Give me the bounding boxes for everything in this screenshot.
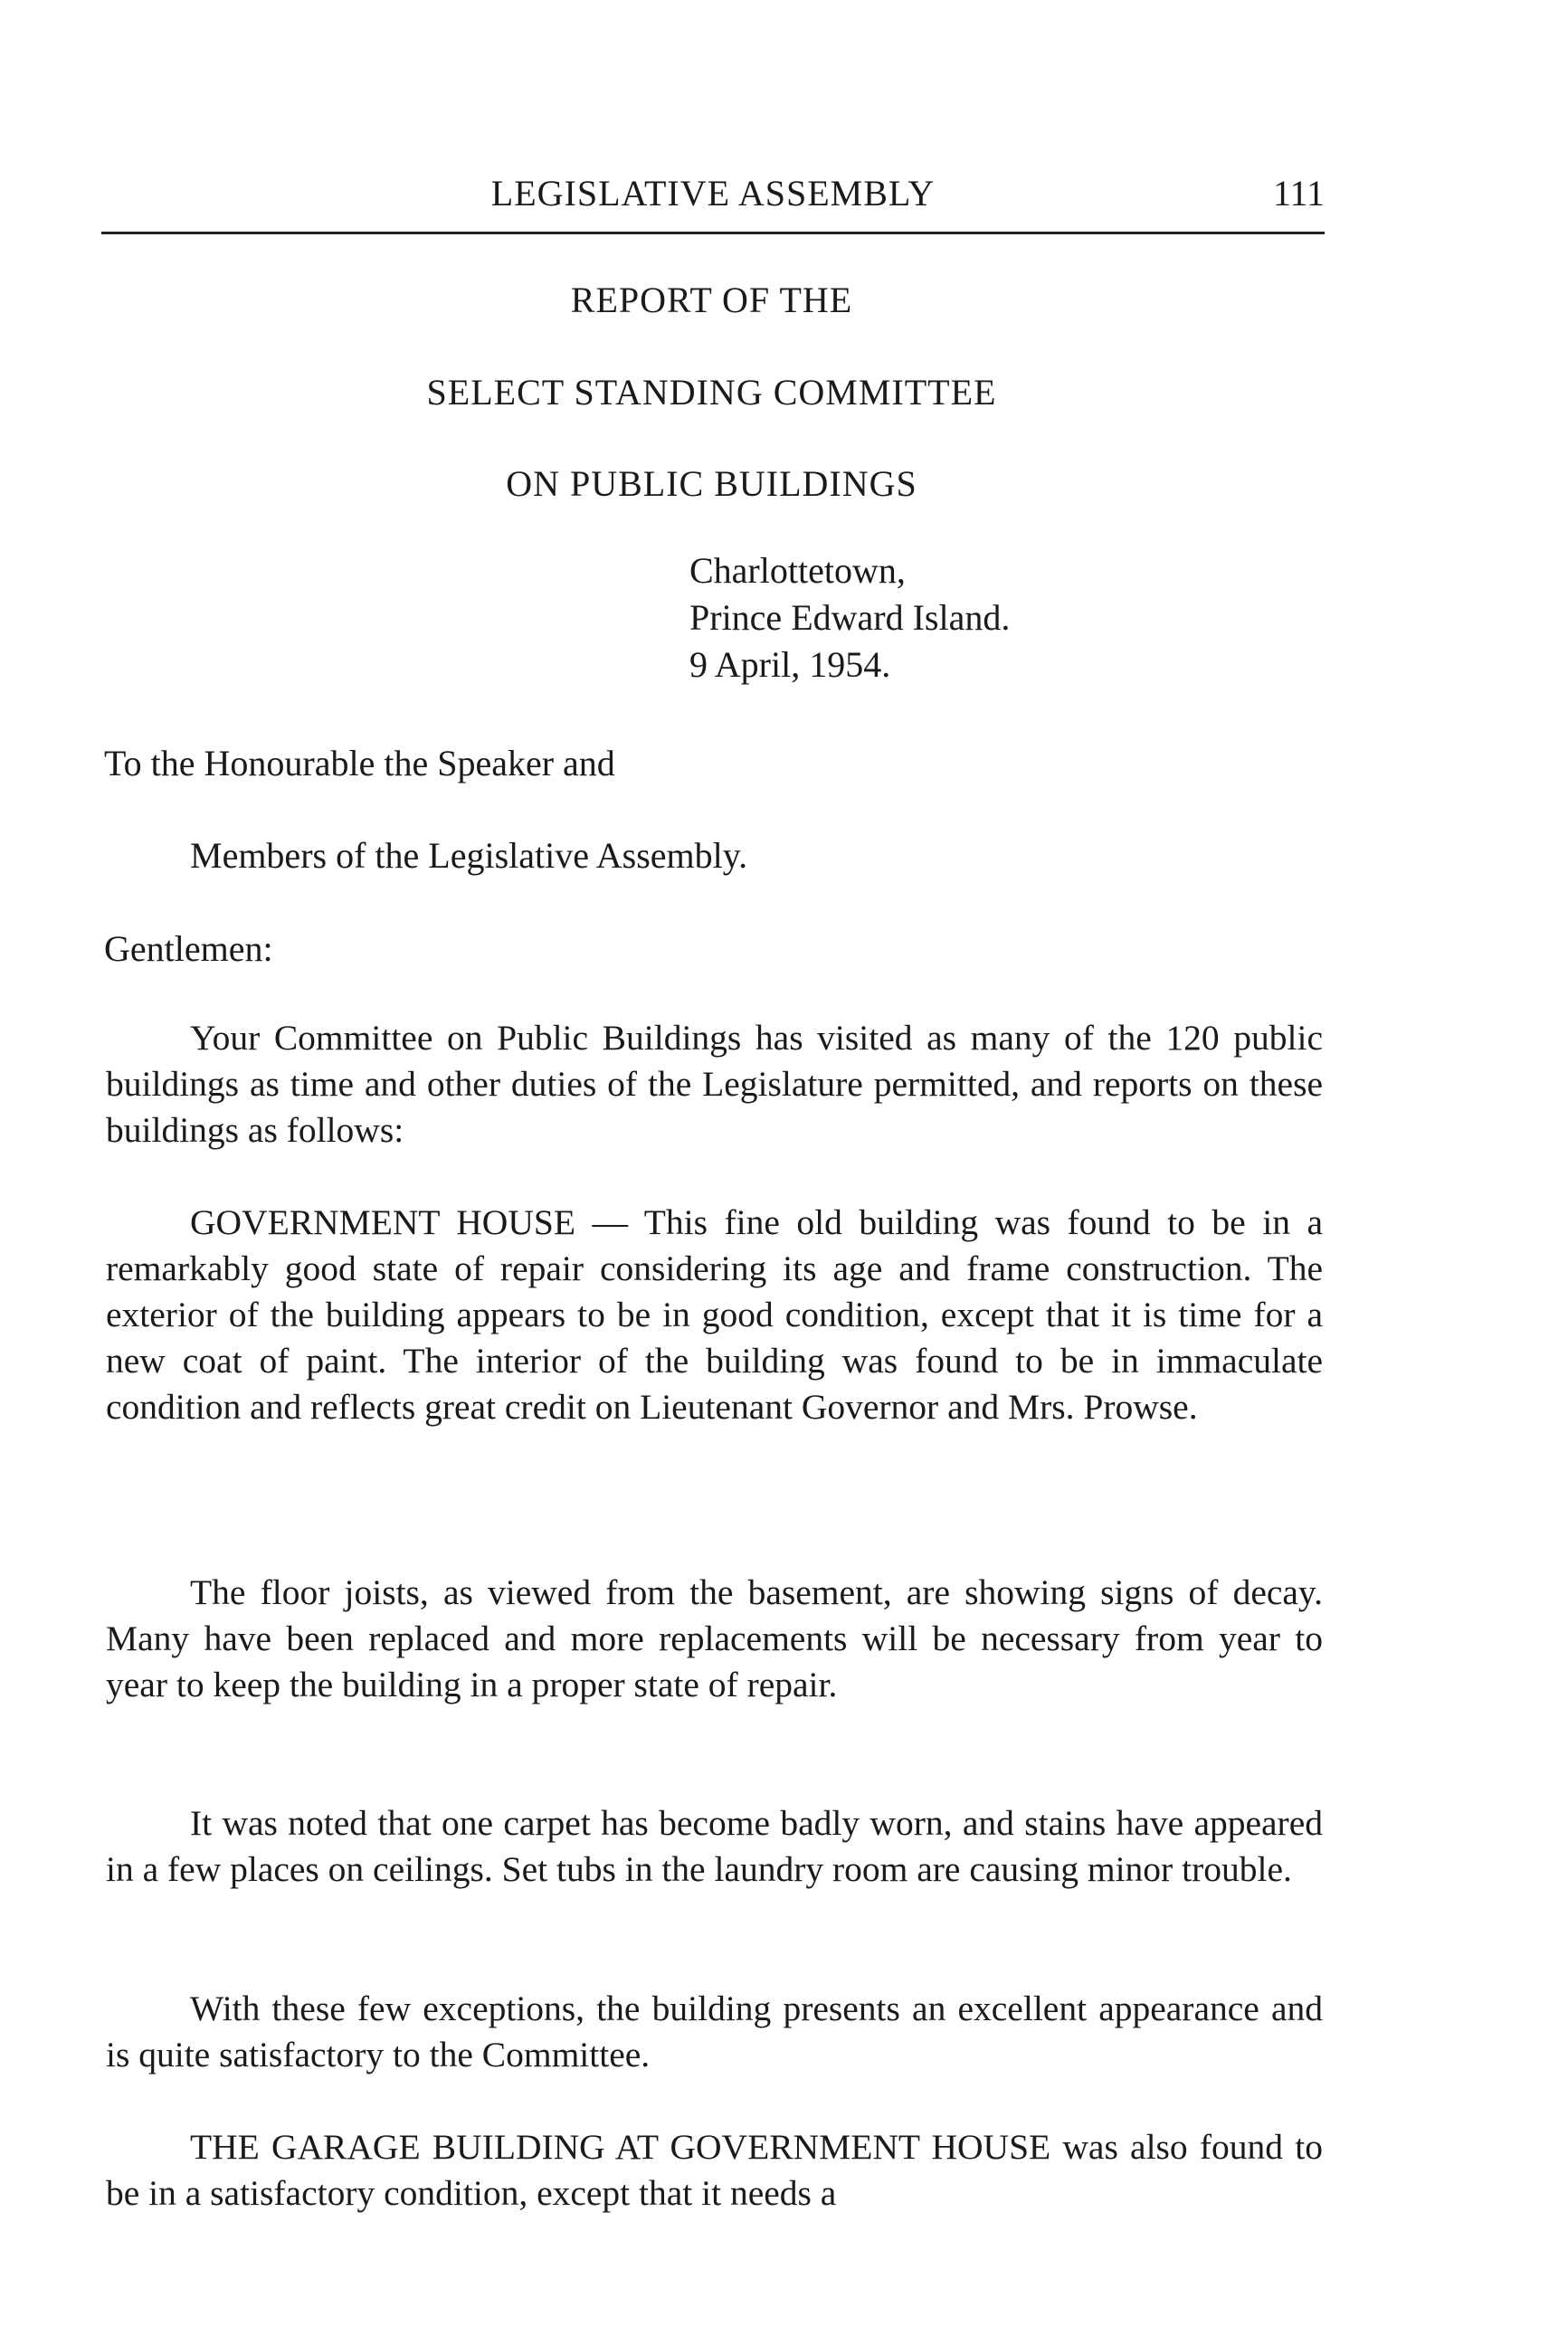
report-title-line-2: SELECT STANDING COMMITTEE xyxy=(426,372,997,413)
paragraph-floor-joists: The floor joists, as viewed from the basement, are showing signs of decay. Many have been replaced and more replacements will be necessary from year to year to keep the building in a proper state of repair. xyxy=(106,1572,1323,1704)
report-title-line-1: REPORT OF THE xyxy=(570,280,853,320)
address-line-1: To the Honourable the Speaker and xyxy=(104,743,615,783)
running-title: LEGISLATIVE ASSEMBLY xyxy=(490,173,936,214)
salutation: Gentlemen: xyxy=(104,928,273,969)
page-number: 111 xyxy=(1272,173,1325,214)
date: 9 April, 1954. xyxy=(689,644,891,685)
address-line-2: Members of the Legislative Assembly. xyxy=(190,835,748,876)
paragraph-intro: Your Committee on Public Buildings has visited as many of the 120 public buildings as time and other duties of the Legislature permitted, and reports on these buildings as follows: xyxy=(106,1018,1323,1150)
paragraph-exceptions: With these few exceptions, the building presents an excellent appearance and is quite satisfactory to the Committee. xyxy=(106,1989,1323,2074)
page-header xyxy=(101,172,1325,235)
city: Charlottetown, xyxy=(689,550,906,591)
paragraph-government-house: GOVERNMENT HOUSE — This fine old building was found to be in a remarkably good state of repair considering its age and frame construction. The exterior of the building appears to be in good condition, except that it is time for a new coat of paint. The interior of the building was found to be in immaculate condition and reflects great credit on Lieutenant Governor and Mrs. Prowse. xyxy=(106,1202,1323,1427)
province: Prince Edward Island. xyxy=(689,597,1011,638)
paragraph-carpet: It was noted that one carpet has become badly worn, and stains have appeared in a few places on ceilings. Set tubs in the laundry room are causing minor trouble. xyxy=(106,1803,1323,1889)
header-rule xyxy=(101,232,1325,234)
place-and-date xyxy=(689,547,1010,688)
paragraph-garage: THE GARAGE BUILDING AT GOVERNMENT HOUSE was also found to be in a satisfactory condition, except that it needs a xyxy=(106,2127,1323,2213)
report-title-line-3: ON PUBLIC BUILDINGS xyxy=(506,463,917,504)
